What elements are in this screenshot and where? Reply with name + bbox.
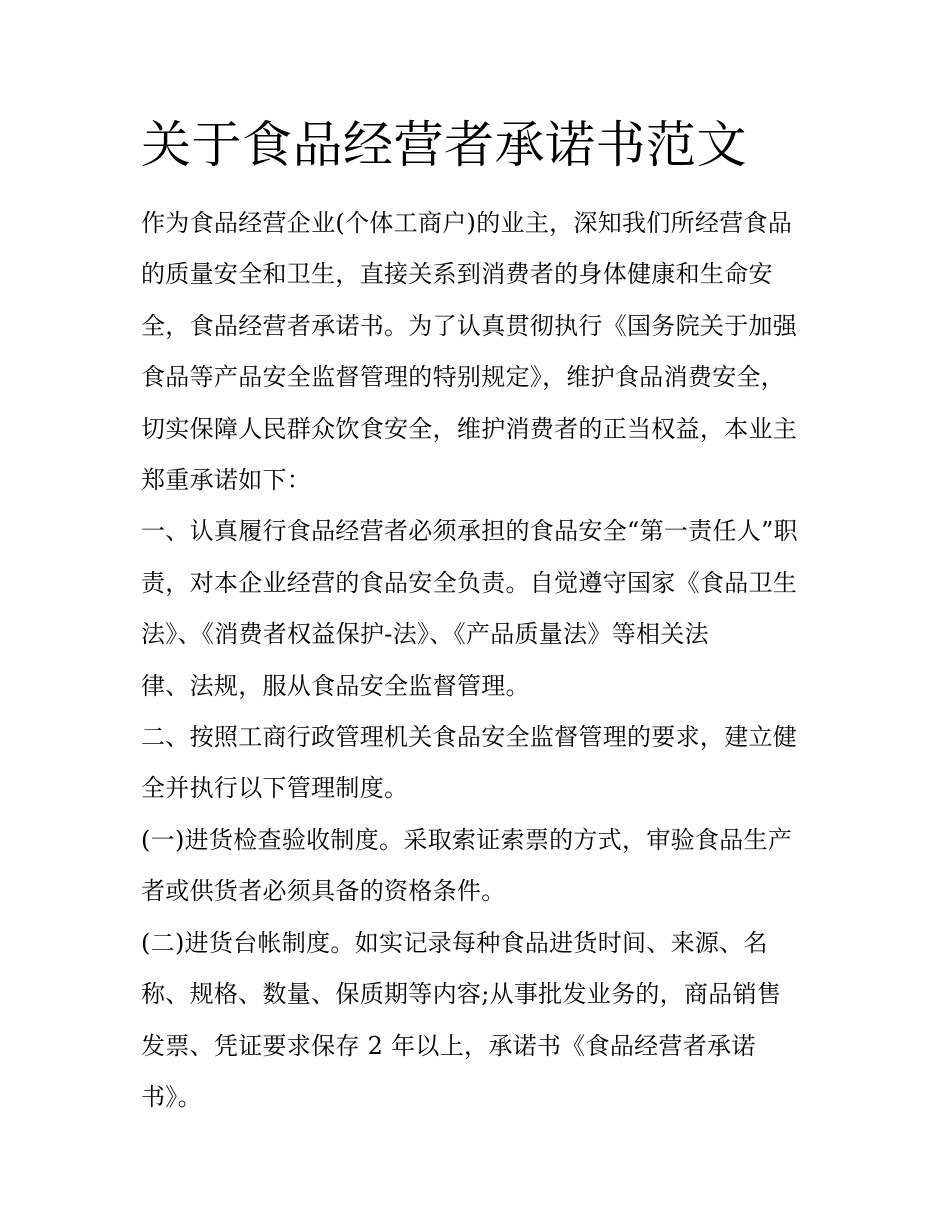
text-line: 发票、凭证要求保存 2 年以上，承诺书《食品经营者承诺 (141, 1031, 756, 1060)
text-line: 作为食品经营企业(个体工商户)的业主，深知我们所经营食品 (141, 209, 793, 237)
document-body (141, 198, 813, 1123)
text-line: 法》、《消费者权益保护-法》、《产品质量法》等相关法 (141, 620, 709, 649)
text-line: 的质量安全和卫生，直接关系到消费者的身体健康和生命安 (141, 260, 773, 289)
text-line: 称、规格、数量、保质期等内容;从事批发业务的，商品销售 (141, 980, 782, 1009)
text-line: (一)进货检查验收制度。采取索证索票的方式，审验食品生产 (141, 825, 793, 854)
text-line: (二)进货台帐制度。如实记录每种食品进货时间、来源、名 (141, 928, 768, 957)
text-line: 切实保障人民群众饮食安全，维护消费者的正当权益，本业主 (141, 414, 798, 443)
document-page (141, 114, 813, 1123)
text-line: 全并执行以下管理制度。 (141, 774, 409, 803)
text-line: 食品等产品安全监督管理的特别规定》，维护食品消费安全， (141, 363, 786, 392)
text-line: 一、认真履行食品经营者必须承担的食品安全“第一责任人”职 (141, 517, 798, 546)
text-line: 郑重承诺如下： (141, 466, 312, 495)
text-line: 书》。 (141, 1082, 202, 1111)
text-line: 责，对本企业经营的食品安全负责。自觉遵守国家《食品卫生 (141, 568, 798, 597)
document-title: 关于食品经营者承诺书范文 (141, 116, 747, 174)
text-line: 全，食品经营者承诺书。为了认真贯彻执行《国务院关于加强 (141, 311, 798, 340)
text-line: 律、法规，服从食品安全监督管理。 (141, 671, 530, 700)
text-line: 者或供货者必须具备的资格条件。 (141, 877, 506, 906)
text-line: 二、按照工商行政管理机关食品安全监督管理的要求，建立健 (141, 723, 798, 752)
